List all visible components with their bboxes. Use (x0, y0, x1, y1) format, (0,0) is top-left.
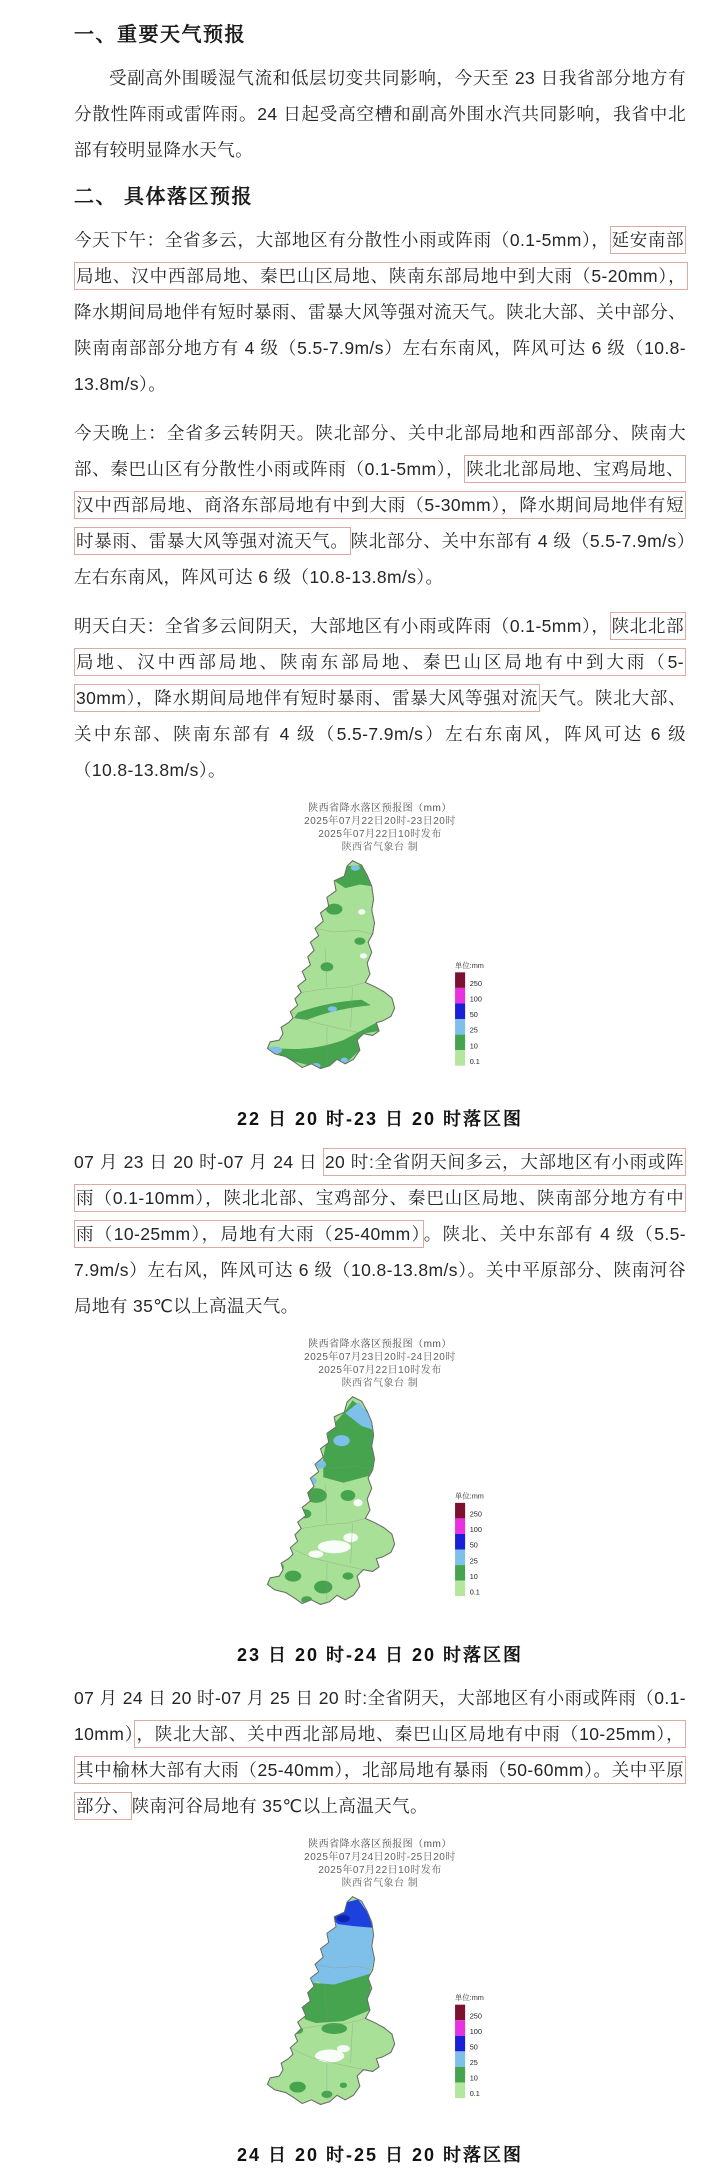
forecast-0723-0724 (74, 1144, 686, 1324)
legend-swatch (455, 1050, 465, 1066)
legend-label: 25 (469, 2058, 478, 2068)
map-legend (455, 961, 484, 1066)
legend-swatch (455, 1518, 465, 1534)
legend-swatch (455, 1019, 465, 1035)
map-caption: 24 日 20 时-25 日 20 时落区图 (236, 2145, 524, 2165)
map-issued: 2025年07月22日10时发布 (318, 1365, 442, 1376)
legend-label: 10 (469, 1571, 478, 1581)
legend-swatch (455, 2051, 465, 2067)
legend-label: 50 (469, 1540, 478, 1550)
legend-label: 25 (469, 1025, 478, 1035)
map-caption: 23 日 20 时-24 日 20 时落区图 (236, 1645, 524, 1665)
map-period: 2025年07月23日20时-24日20时 (304, 1352, 456, 1363)
weather-bulletin (74, 0, 686, 2171)
highlight-box: ，陕北大部、关中西北部局地、秦巴山区局地有中雨（10-25mm），其中榆林大部有大雨（25-40mm），北部局地有暴雨（50-60mm）。关中平原部分、 (74, 1720, 686, 1820)
province-precip-map (224, 1393, 536, 1631)
text-run: 07 月 24 日 20 时-07 月 25 日 20 时:全省阴天，大部地区有小雨或阵雨（0.1-10mm） (74, 1688, 686, 1744)
highlight-box: 20 时:全省阴天间多云，大部地区有小雨或阵雨（0.1-10mm），陕北北部、宝鸡部分、秦巴山区局地、陕南部分地方有中雨（10-25mm），局地有大雨（25-40mm） (74, 1148, 686, 1248)
rain-patch-heaviest (337, 1915, 350, 1922)
map-title-block (74, 802, 686, 854)
legend-label: 0.1 (469, 1587, 480, 1597)
legend-label: 250 (469, 1509, 482, 1519)
highlight-box: 延安南部局地、汉中西部局地、秦巴山区局地、陕南东部局地中到大雨（5-20mm）， (74, 226, 688, 290)
intro-paragraph: 受副高外围暖湿气流和低层切变共同影响，今天至 23 日我省部分地方有分散性阵雨或雷阵雨。24 日起受高空槽和副高外围水汽共同影响，我省中北部有较明显降水天气。 (74, 68, 686, 160)
legend-swatch (455, 1550, 465, 1566)
map-credit: 陕西省气象台 制 (341, 1378, 419, 1389)
map-credit: 陕西省气象台 制 (341, 1878, 419, 1889)
legend-label: 10 (469, 2073, 478, 2083)
legend-swatch (455, 2067, 465, 2083)
map-issued: 2025年07月22日10时发布 (318, 1865, 442, 1876)
legend-swatch (455, 1581, 465, 1597)
map-title-block (74, 1838, 686, 1890)
text-run: 天气。陕北大部、关中东部、陕南东部有 4 级（5.5-7.9m/s）左右东南风，阵风可达 6 级（10.8-13.8m/s）。 (74, 688, 686, 780)
legend-swatch (455, 2020, 465, 2036)
text-run: 07 月 23 日 20 时-07 月 24 日 (74, 1152, 323, 1172)
map-caption: 22 日 20 时-23 日 20 时落区图 (236, 1109, 524, 1129)
precip-map-figure-1 (74, 802, 686, 1131)
map-period: 2025年07月22日20时-23日20时 (304, 816, 456, 827)
legend-swatch (455, 1503, 465, 1519)
legend-label: 50 (469, 2042, 478, 2052)
text-run: 陕南河谷局地有 35℃以上高温天气。 (131, 1796, 428, 1816)
legend-label: 10 (469, 1041, 478, 1051)
province-precip-map (224, 1893, 536, 2131)
legend-label: 100 (469, 1525, 482, 1535)
map-issued: 2025年07月22日10时发布 (318, 829, 442, 840)
map-title: 陕西省降水落区预报图（mm） (308, 1839, 452, 1850)
province-precip-map (224, 857, 536, 1095)
map-credit: 陕西省气象台 制 (341, 842, 419, 853)
map-legend (455, 1993, 484, 2098)
text-run: 明天白天：全省多云间阴天，大部地区有小雨或阵雨（0.1-5mm）， (74, 616, 610, 636)
legend-label: 50 (469, 1010, 478, 1020)
forecast-tomorrow-day (74, 608, 686, 788)
legend-swatch (455, 1003, 465, 1019)
legend-label: 100 (469, 994, 482, 1004)
legend-title: 单位:mm (455, 1491, 484, 1501)
text-run: 陕北部分、关中东部有 4 级（5.5-7.9m/s）左右东南风，阵风可达 6 级（10.8-13.8m/s）。 (74, 531, 686, 587)
legend-swatch (455, 988, 465, 1004)
legend-swatch (455, 2036, 465, 2052)
section-1-heading: 一、重要天气预报 (74, 24, 246, 46)
map-legend (455, 1491, 484, 1596)
legend-label: 0.1 (469, 1056, 480, 1066)
highlight-box: 陕北北部局地、汉中西部局地、陕南东部局地、秦巴山区局地有中到大雨（5-30mm），降水期间局地伴有短时暴雨、雷暴大风等强对流 (74, 612, 686, 712)
legend-title: 单位:mm (455, 1993, 484, 2003)
legend-label: 250 (469, 979, 482, 989)
legend-swatch (455, 1534, 465, 1550)
text-run: 今天下午：全省多云，大部地区有分散性小雨或阵雨（0.1-5mm）， (74, 230, 610, 250)
legend-label: 250 (469, 2011, 482, 2021)
text-run: 。陕北、关中东部有 4 级（5.5-7.9m/s）左右风，阵风可达 6 级（10.8-13.8m/s）。关中平原部分、陕南河谷局地有 35℃以上高温天气。 (74, 1224, 687, 1316)
legend-title: 单位:mm (455, 960, 484, 970)
forecast-0724-0725 (74, 1680, 686, 1824)
forecast-today-afternoon (74, 222, 686, 402)
text-run: 降水期间局地伴有短时暴雨、雷暴大风等强对流天气。陕北大部、关中部分、陕南南部部分地方有 4 级（5.5-7.9m/s）左右东南风，阵风可达 6 级（10.8-13.8m/s）。 (74, 302, 686, 394)
highlight-box: 陕北北部局地、宝鸡局地、汉中西部局地、商洛东部局地有中到大雨（5-30mm），降水期间局地伴有短时暴雨、雷暴大风等强对流天气。 (74, 455, 686, 555)
legend-label: 0.1 (469, 2089, 480, 2099)
precip-map-figure-3 (74, 1838, 686, 2167)
legend-swatch (455, 1035, 465, 1051)
map-title: 陕西省降水落区预报图（mm） (308, 803, 452, 814)
legend-swatch (455, 972, 465, 988)
legend-swatch (455, 2082, 465, 2098)
rain-patches-50mm (332, 1899, 372, 1927)
legend-label: 100 (469, 2026, 482, 2036)
legend-swatch (455, 2005, 465, 2021)
map-title: 陕西省降水落区预报图（mm） (308, 1339, 452, 1350)
map-title-block (74, 1338, 686, 1390)
section-2-heading: 二、 具体落区预报 (74, 186, 254, 208)
legend-label: 25 (469, 1556, 478, 1566)
legend-swatch (455, 1565, 465, 1581)
precip-map-figure-2 (74, 1338, 686, 1667)
text-run: 今天晚上：全省多云转阴天。陕北部分、关中北部局地和西部部分、陕南大部、秦巴山区有分散性小雨或阵雨（0.1-5mm）， (74, 423, 686, 479)
forecast-tonight (74, 415, 686, 595)
map-period: 2025年07月24日20时-25日20时 (304, 1852, 456, 1863)
